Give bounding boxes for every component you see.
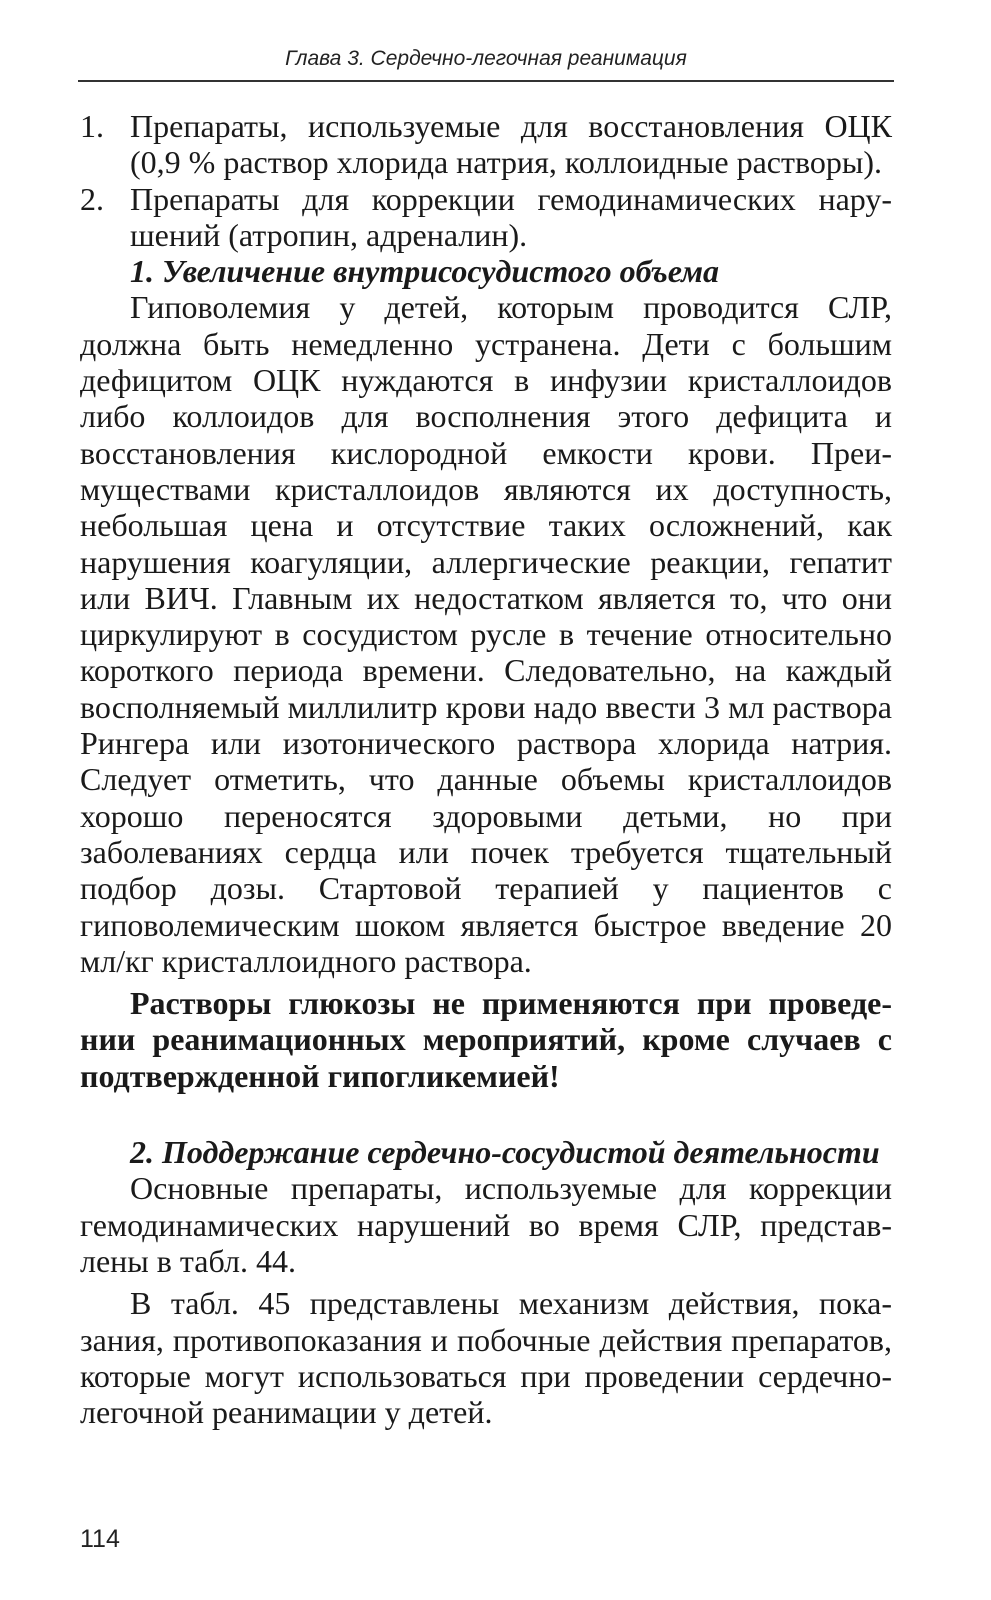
list-number: 2.: [80, 180, 104, 217]
running-head: Глава 3. Сердечно-легочная реанимация: [285, 47, 687, 70]
body-text: [80, 108, 892, 1430]
paragraph-hypovolemia: Гиповолемия у детей, которым проводится СЛР, должна быть немедленно устранена. Дети с большим дефицитом ОЦК нуждаются в инфузии кристаллоидов либо коллоидов для восполнения этого дефицита и восстановления кислородной емкости крови. Преимуществами кристаллоидов являются их доступность, небольшая цена и отсутствие таких осложнений, как нарушения коагуляции, аллергические реакции, гепатит или ВИЧ. Главным их недостатком является то, что они циркулируют в сосудистом русле в течение относительно короткого периода времени. Следовательно, на каждый восполняемый миллилитр крови надо ввести 3 мл раствора Рингера или изотонического раствора хлорида натрия. Следует отметить, что данные объемы кристаллоидов хорошо переносятся здоровыми детьми, но при заболеваниях сердца или почек требуется тщательный подбор дозы. Стартовой терапией у пациентов с гиповолемическим шоком является быстрое введение 20 мл/кг кристаллоидного раствора.: [80, 289, 892, 979]
paragraph-table-45: В табл. 45 представлены механизм действия, показания, противопоказания и побочные действия препаратов, которые могут использоваться при проведении сердечно-легочной реанимации у детей.: [80, 1285, 892, 1431]
list-item: [80, 108, 892, 181]
list-item-text: Препараты для коррекции гемодинамических нарушений (атропин, адреналин).: [130, 180, 892, 253]
spacer: [80, 1094, 892, 1134]
page-number: 114: [80, 1525, 120, 1553]
list-item-text: Препараты, используемые для восстановления ОЦК (0,9 % раствор хлорида натрия, коллоидные растворы).: [130, 108, 892, 181]
header-rule: [78, 80, 894, 82]
section-heading-cardiovascular: 2. Поддержание сердечно-сосудистой деятельности: [130, 1134, 880, 1171]
section-heading-volume: 1. Увеличение внутрисосудистого объема: [130, 253, 720, 290]
paragraph-main-drugs: Основные препараты, используемые для коррекции гемодинамических нарушений во время СЛР, представлены в табл. 44.: [80, 1170, 892, 1279]
warning-note: Растворы глюкозы не применяются при проведении реанимационных мероприятий, кроме случаев с подтвержденной гипогликемией!: [80, 985, 892, 1094]
list-item: [80, 181, 892, 254]
list-number: 1.: [80, 108, 104, 144]
